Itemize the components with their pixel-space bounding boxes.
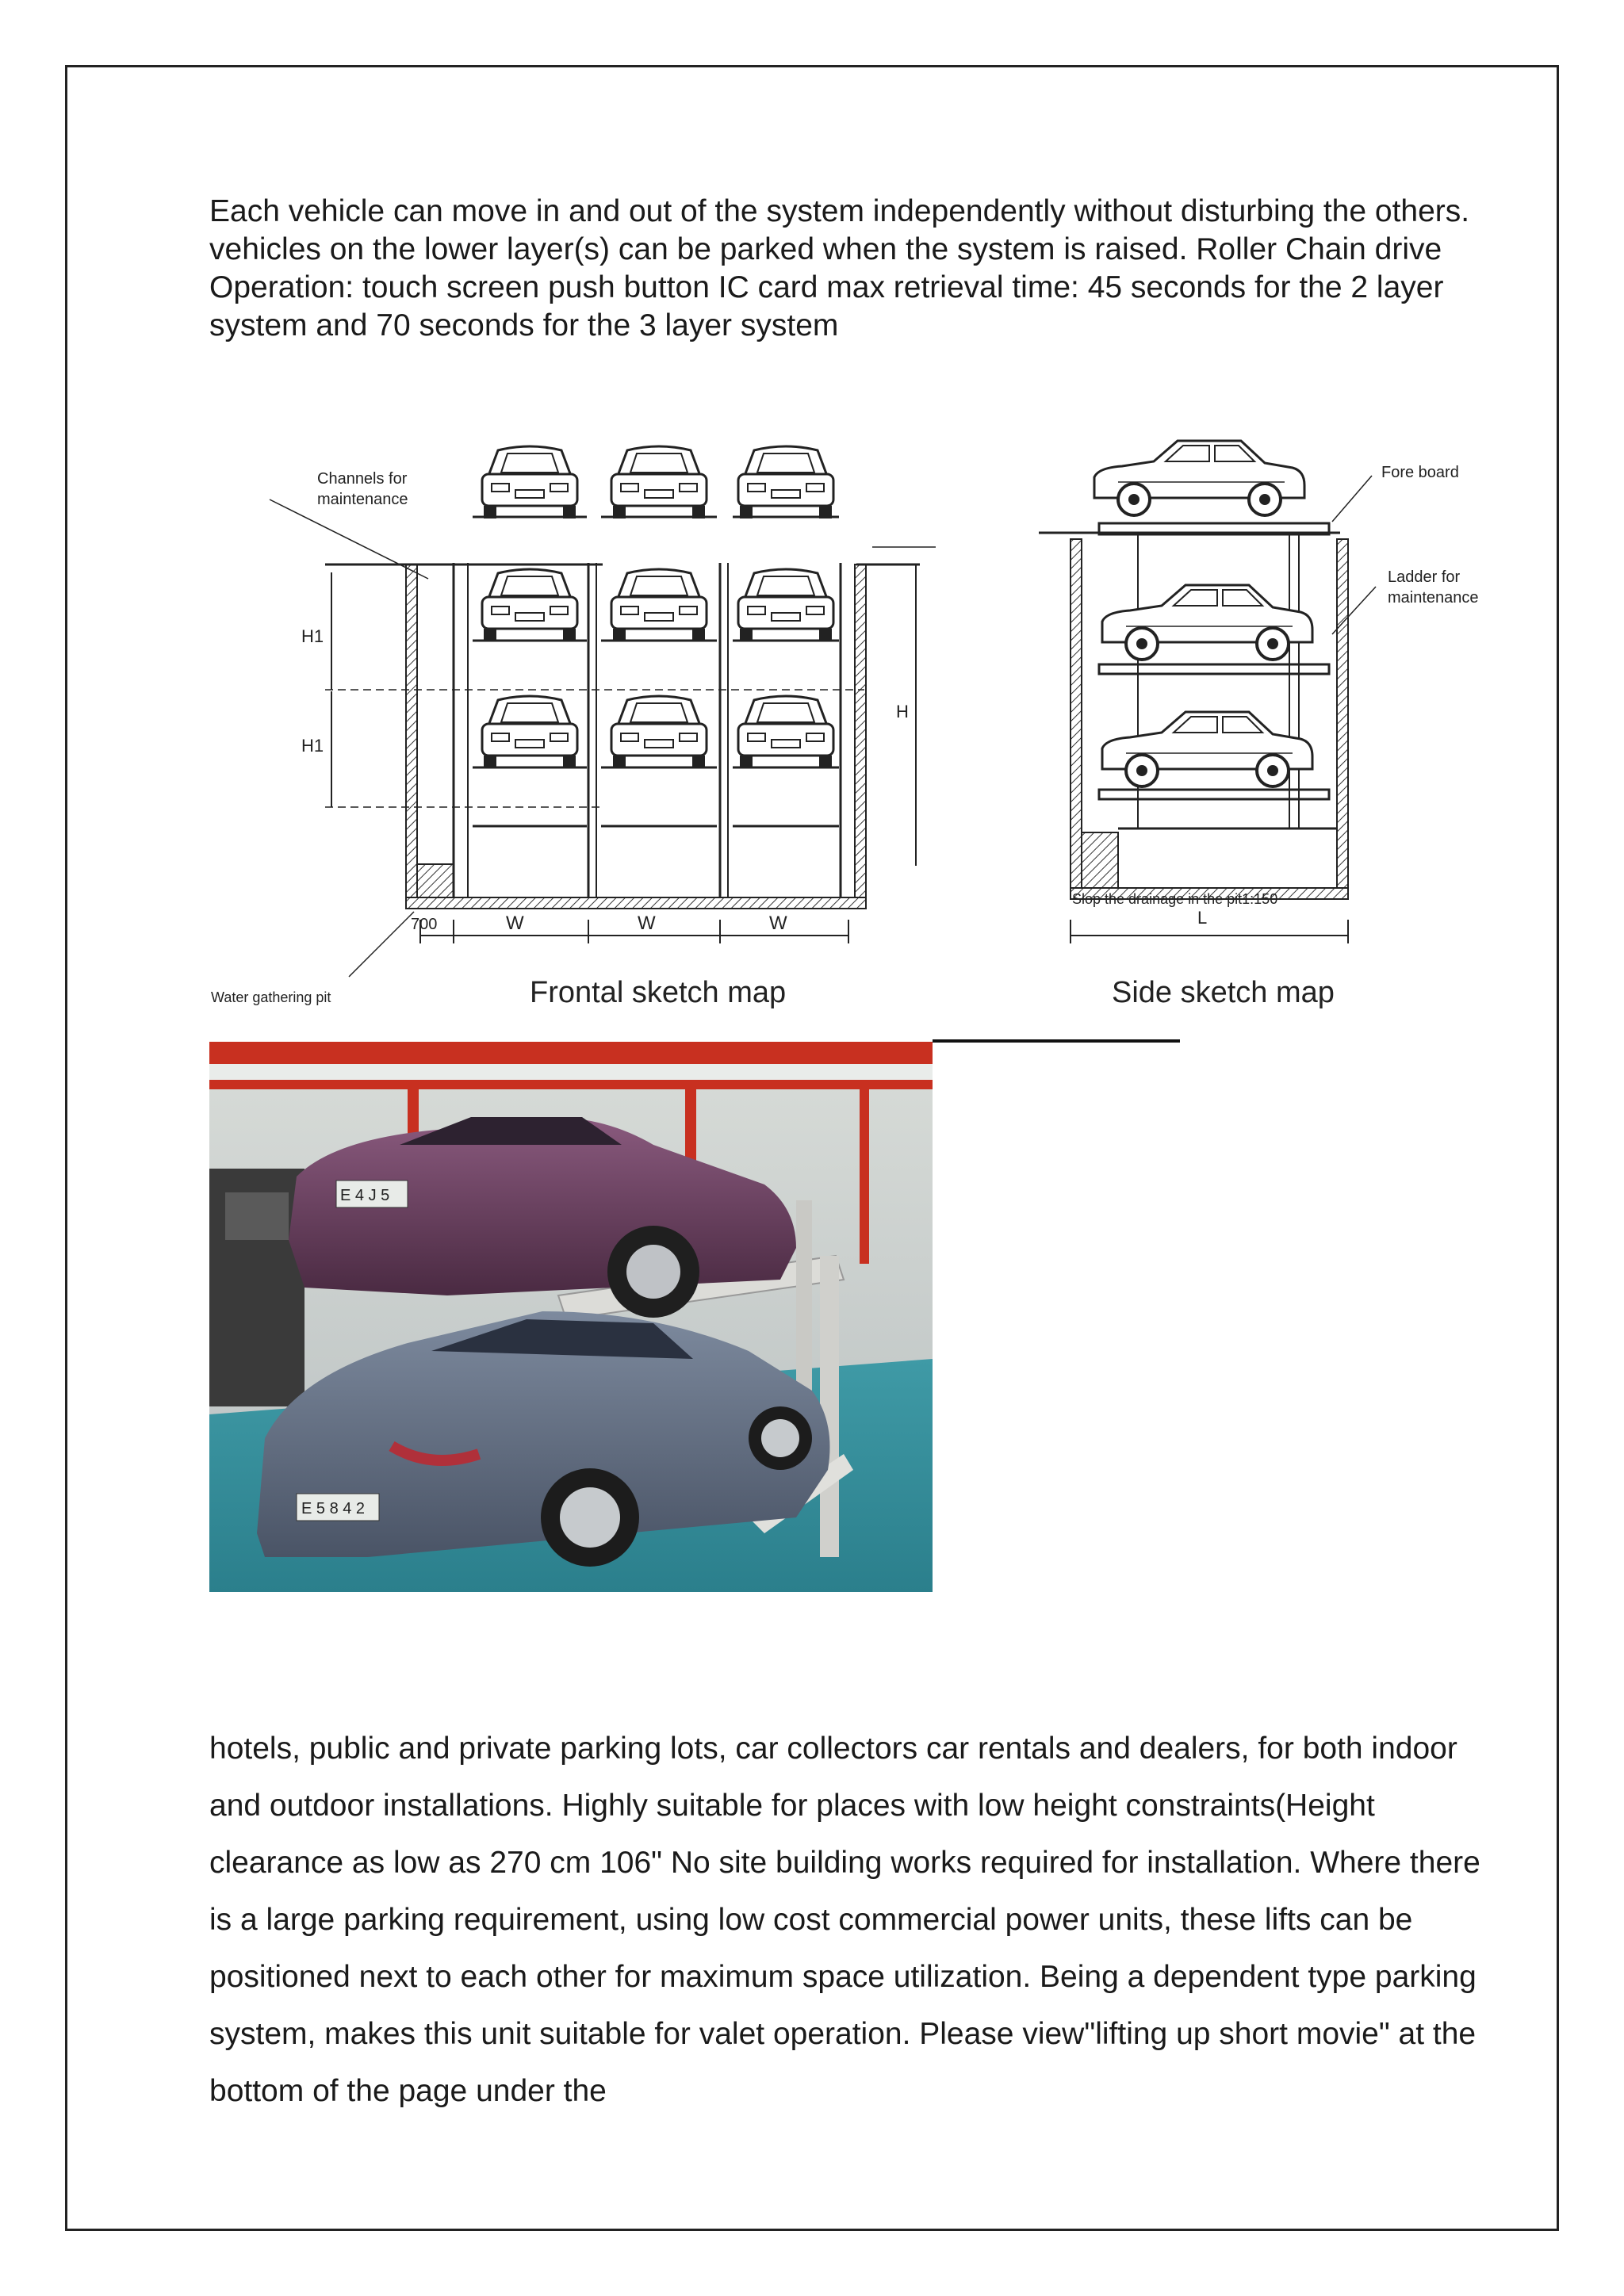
sketch-figure xyxy=(206,428,1491,1015)
label-h1-bottom: H1 xyxy=(301,736,324,756)
bottom-plate: E 5 8 4 2 xyxy=(301,1500,366,1517)
side-sketch xyxy=(1039,476,1376,943)
top-plate: E 4 J 5 xyxy=(340,1187,390,1204)
label-h1-top: H1 xyxy=(301,626,324,646)
label-water-pit: Water gathering pit xyxy=(211,989,331,1005)
frontal-sketch xyxy=(270,499,936,977)
frontal-caption: Frontal sketch map xyxy=(530,976,787,1009)
side-caption: Side sketch map xyxy=(1112,976,1335,1009)
label-fore-board: Fore board xyxy=(1381,464,1459,481)
frontal-cars xyxy=(482,446,833,768)
label-channels-2: maintenance xyxy=(317,491,408,508)
side-cars xyxy=(1094,441,1312,786)
label-700: 700 xyxy=(411,916,438,933)
parking-lift-photo xyxy=(209,1042,933,1592)
sketch-svg xyxy=(206,428,1491,1015)
body-paragraph: hotels, public and private parking lots, car collectors car rentals and dealers, for both indoor and outdoor installations. Highly suitable for places with low height constraints(Height clearance as low as 270 cm 106" No site building works required for installation. Where there is a large parking requirement, using low cost commercial power units, these lifts can be positioned next to each other for maximum space utilization. Being a dependent type parking system, makes this unit suitable for valet operation. Please view"lifting up short movie" at the bottom of the page under the xyxy=(209,1732,1480,2108)
label-w-3: W xyxy=(769,913,787,934)
label-ladder-1: Ladder for xyxy=(1388,568,1461,586)
divider-line xyxy=(933,1039,1180,1043)
label-ladder-2: maintenance xyxy=(1388,589,1479,607)
label-l: L xyxy=(1197,908,1208,928)
label-h: H xyxy=(896,702,909,721)
label-channels-1: Channels for xyxy=(317,470,408,488)
label-w-2: W xyxy=(638,913,656,934)
label-slope: Slop the drainage in the pit1:150 xyxy=(1072,891,1278,907)
label-w-1: W xyxy=(506,913,524,934)
intro-paragraph: Each vehicle can move in and out of the system independently without disturbing the others. vehicles on the lower layer(s) can be parked when the system is raised. Roller Chain drive Operation: touch screen push button IC card max retrieval time: 45 seconds for the 2 layer system and 70 seconds for the 3 layer system xyxy=(209,194,1470,342)
